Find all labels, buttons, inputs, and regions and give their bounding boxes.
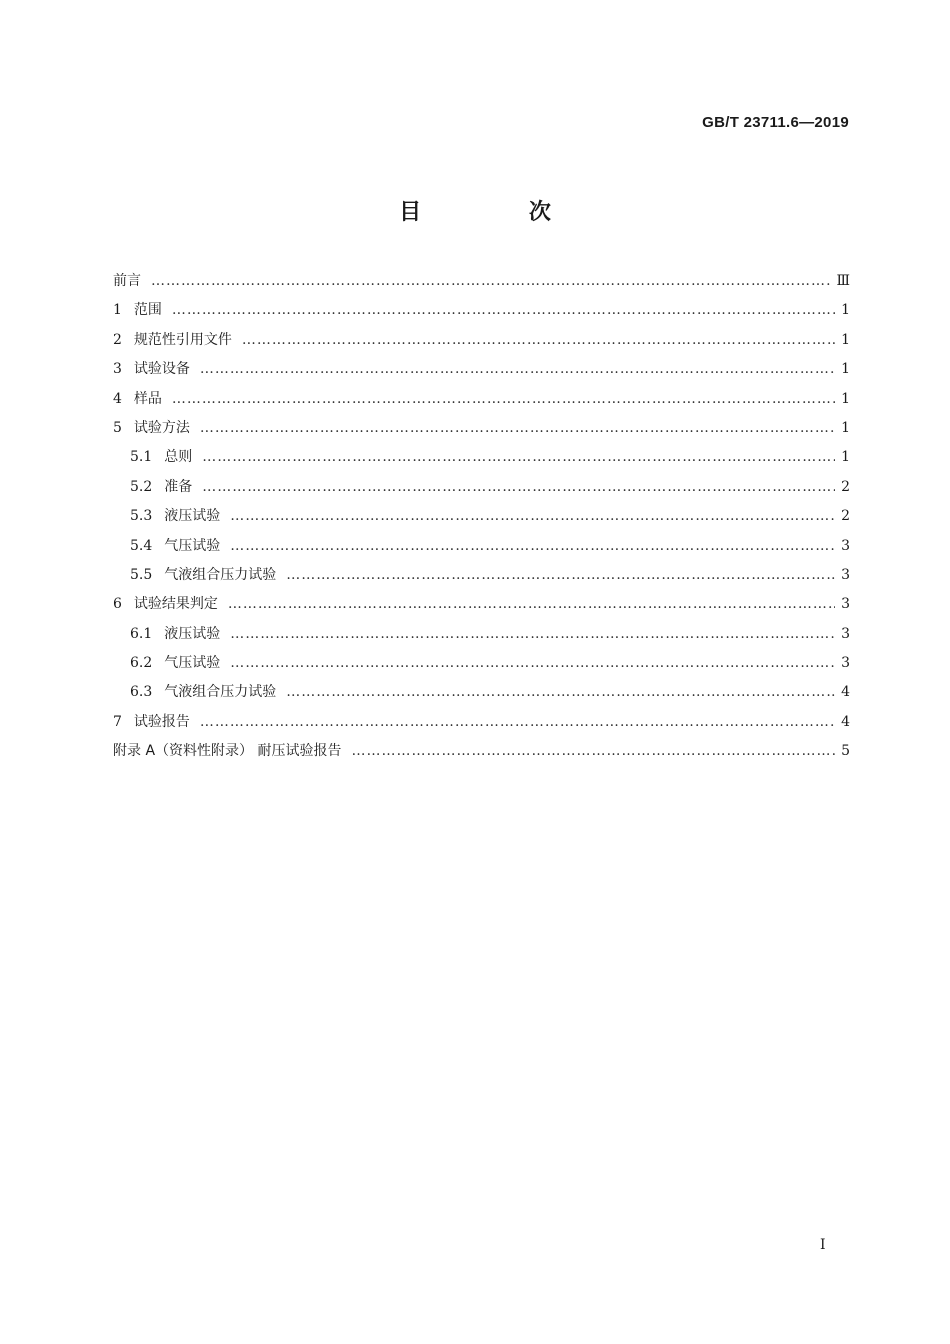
toc-entry-number: 6.2	[130, 655, 153, 672]
toc-entry[interactable]	[113, 740, 850, 769]
toc-entry-number: 4	[113, 390, 122, 407]
toc-entry[interactable]	[113, 270, 850, 299]
toc-entry[interactable]	[113, 299, 850, 328]
standard-number: GB/T 23711.6—2019	[702, 114, 849, 131]
toc-entry[interactable]	[113, 652, 850, 681]
toc-entry-number: 1	[113, 302, 122, 319]
toc-entry-number: 5.3	[130, 508, 153, 525]
toc-entry-label: 液压试验	[164, 625, 221, 642]
toc-dot-leader	[228, 596, 835, 612]
toc-entry-number: 5.5	[130, 566, 153, 583]
toc-entry-label: 试验方法	[133, 419, 190, 436]
toc-entry-label: 前言	[113, 273, 141, 289]
toc-entry-page: 5	[841, 743, 850, 760]
toc-entry[interactable]	[113, 711, 850, 740]
toc-dot-leader	[286, 567, 835, 583]
toc-entry-number: 6.3	[130, 684, 153, 701]
toc-entry[interactable]	[113, 505, 850, 534]
toc-entry-page: 1	[841, 302, 850, 319]
toc-dot-leader	[230, 655, 835, 671]
toc-entry[interactable]	[113, 358, 850, 387]
toc-entry-label: 气压试验	[164, 537, 221, 554]
toc-dot-leader	[200, 714, 835, 730]
toc-dot-leader	[202, 449, 835, 465]
toc-entry[interactable]	[113, 476, 850, 505]
toc-entry-number: 2	[113, 331, 122, 348]
toc-entry[interactable]	[113, 446, 850, 475]
toc-entry-number: 7	[113, 713, 122, 730]
toc-dot-leader	[230, 508, 835, 524]
toc-dot-leader	[151, 273, 830, 289]
toc-entry[interactable]	[113, 417, 850, 446]
toc-entry-label: 气液组合压力试验	[164, 684, 277, 701]
toc-entry-page: 1	[841, 331, 850, 348]
toc-dot-leader	[202, 479, 835, 495]
toc-entry-number: 5.4	[130, 537, 153, 554]
toc-entry-page: 3	[841, 655, 850, 672]
table-of-contents	[113, 270, 850, 770]
toc-entry-number: 5.2	[130, 478, 153, 495]
toc-entry[interactable]	[113, 593, 850, 622]
toc-dot-leader	[230, 538, 835, 554]
toc-dot-leader	[230, 626, 835, 642]
toc-entry-label: 总则	[164, 449, 193, 466]
toc-entry-page: 2	[841, 508, 850, 525]
toc-entry-page: 3	[841, 537, 850, 554]
toc-entry-number: 6.1	[130, 625, 153, 642]
toc-dot-leader	[172, 391, 835, 407]
toc-entry-page: 1	[841, 361, 850, 378]
toc-entry[interactable]	[113, 388, 850, 417]
toc-entry-page: 1	[841, 449, 850, 466]
page-number: I	[820, 1237, 826, 1253]
toc-entry-label: 附录 A（资料性附录） 耐压试验报告	[113, 743, 342, 760]
toc-entry-label: 试验报告	[133, 713, 190, 730]
toc-entry-number: 3	[113, 361, 122, 378]
page-title: 目 次	[399, 200, 601, 225]
toc-dot-leader	[286, 684, 835, 700]
toc-dot-leader	[200, 361, 835, 377]
toc-entry-number: 6	[113, 596, 122, 613]
toc-entry[interactable]	[113, 623, 850, 652]
toc-entry-label: 气压试验	[164, 655, 221, 672]
toc-entry-label: 气液组合压力试验	[164, 566, 277, 583]
toc-entry[interactable]	[113, 564, 850, 593]
toc-entry-label: 准备	[164, 478, 193, 495]
toc-entry-page: Ⅲ	[836, 273, 850, 289]
toc-entry-page: 3	[841, 566, 850, 583]
toc-entry-label: 样品	[133, 390, 162, 407]
toc-dot-leader	[351, 743, 835, 759]
toc-entry-number: 5.1	[130, 449, 153, 466]
toc-entry-page: 4	[841, 684, 850, 701]
toc-entry-page: 1	[841, 390, 850, 407]
toc-entry[interactable]	[113, 681, 850, 710]
toc-entry-label: 范围	[133, 302, 162, 319]
toc-entry-page: 1	[841, 419, 850, 436]
toc-dot-leader	[172, 302, 835, 318]
toc-dot-leader	[242, 332, 835, 348]
toc-entry-page: 2	[841, 478, 850, 495]
toc-entry[interactable]	[113, 535, 850, 564]
toc-entry-page: 3	[841, 596, 850, 613]
toc-entry-label: 试验设备	[133, 361, 190, 378]
toc-entry-label: 液压试验	[164, 508, 221, 525]
toc-dot-leader	[200, 420, 835, 436]
toc-entry-number: 5	[113, 419, 122, 436]
toc-entry-page: 4	[841, 713, 850, 730]
toc-entry-label: 试验结果判定	[133, 596, 218, 613]
toc-entry-label: 规范性引用文件	[133, 331, 232, 348]
toc-entry[interactable]	[113, 329, 850, 358]
toc-entry-page: 3	[841, 625, 850, 642]
